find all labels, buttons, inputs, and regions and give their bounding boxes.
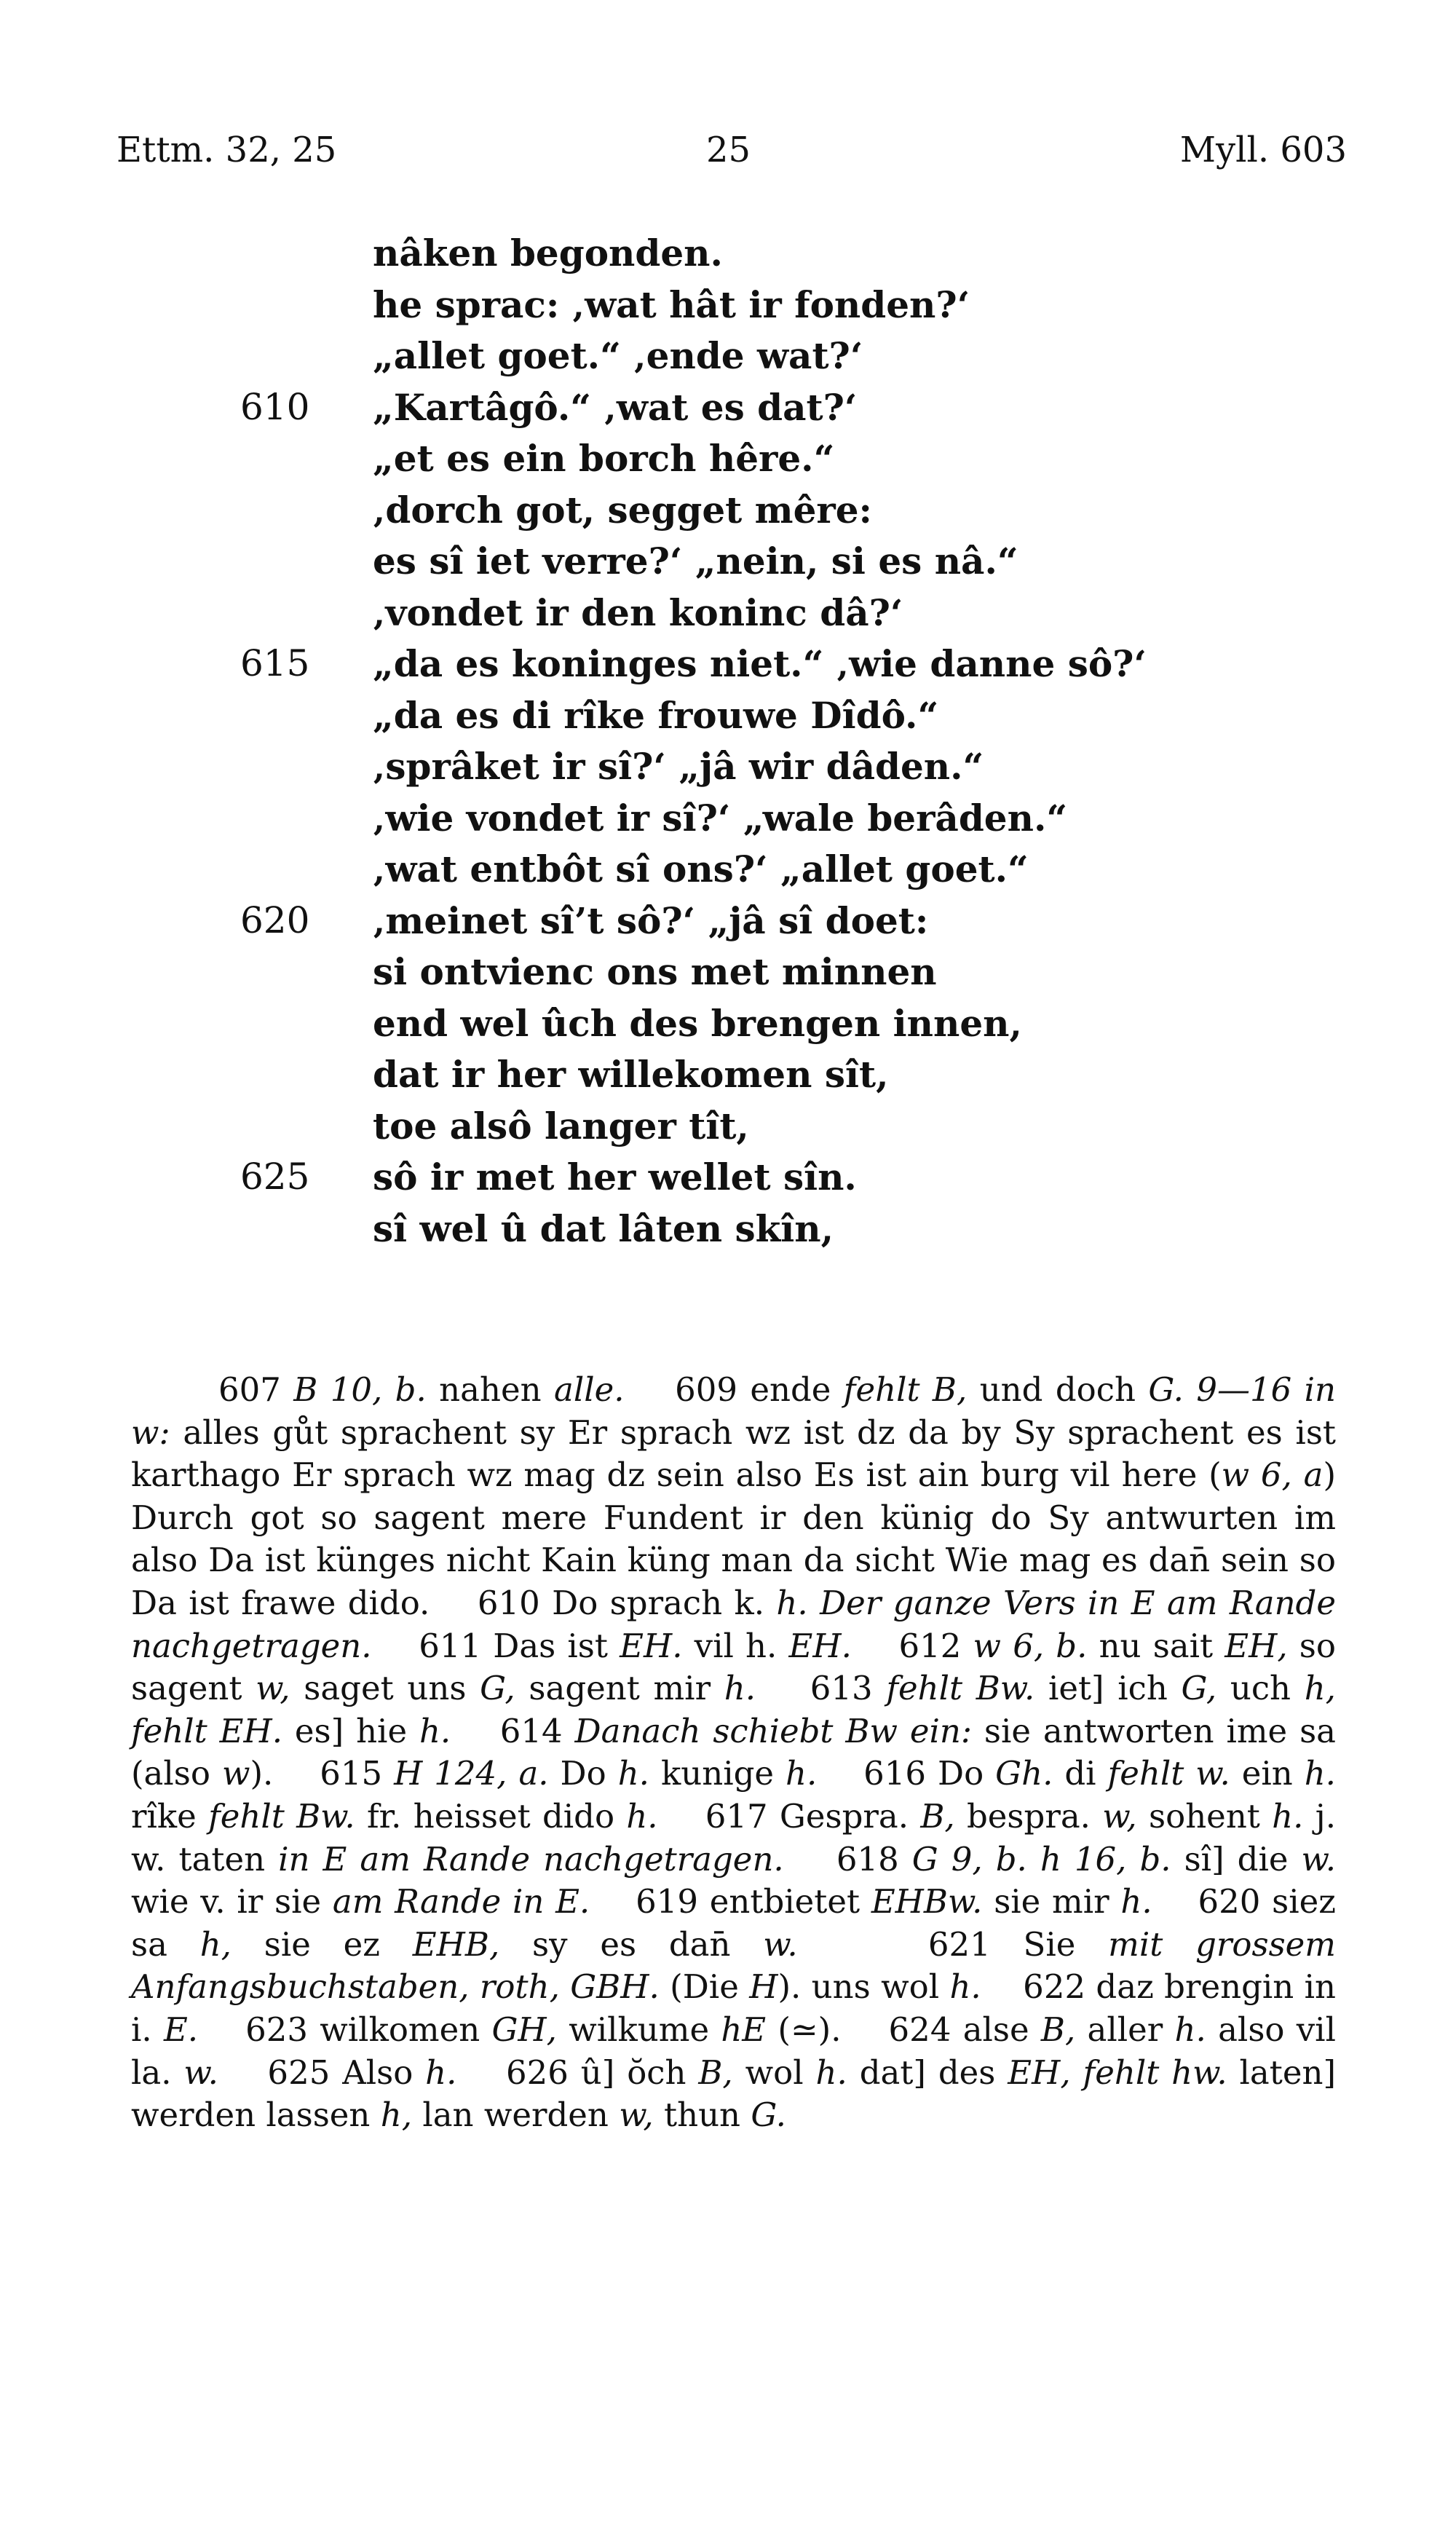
note-siglum: h. xyxy=(425,2053,457,2092)
note-siglum: alle. xyxy=(553,1370,625,1409)
note-siglum: G, xyxy=(480,1669,515,1708)
note-text: 616 Do xyxy=(817,1754,996,1793)
verse-text: sô ir met her wellet sîn. xyxy=(373,1156,857,1198)
verse-line xyxy=(0,1156,1456,1207)
note-siglum: E. xyxy=(163,2010,199,2049)
note-siglum: EH. xyxy=(788,1626,852,1665)
verse-number: 620 xyxy=(240,898,310,941)
note-siglum: h. xyxy=(786,1754,818,1793)
verse-text: ‚sprâket ir sî?‘ „jâ wir dâden.“ xyxy=(373,745,984,788)
note-text: so sagent xyxy=(131,1626,1347,1708)
note-siglum: H xyxy=(749,1967,778,2007)
note-text: aller xyxy=(1075,2010,1175,2049)
note-text: saget uns xyxy=(290,1669,480,1708)
verse-line xyxy=(0,232,1456,283)
header-left-reference: Ettm. 32, 25 xyxy=(116,130,337,170)
note-text: es] hie xyxy=(282,1711,419,1750)
note-text: lan werden xyxy=(412,2095,620,2135)
note-siglum: Gh. xyxy=(995,1754,1053,1793)
note-siglum: h. xyxy=(419,1711,451,1750)
note-text: iet] ich xyxy=(1034,1669,1182,1708)
note-siglum: h, fehlt EH. xyxy=(131,1669,1347,1750)
note-text: 617 Gespra. xyxy=(657,1796,921,1836)
note-siglum: w. xyxy=(763,1924,798,1964)
note-text: sî] die xyxy=(1171,1839,1302,1879)
note-siglum: B, xyxy=(920,1796,955,1836)
critical-apparatus xyxy=(131,1369,1347,2137)
note-text: sie mir xyxy=(982,1882,1121,1921)
running-header xyxy=(116,130,1347,181)
note-text: 623 wilkomen xyxy=(198,2010,492,2049)
note-siglum: EHB, xyxy=(412,1924,500,1964)
note-text: 618 xyxy=(783,1839,912,1879)
verse-line xyxy=(0,1105,1456,1156)
verse-line xyxy=(0,899,1456,951)
verse-text: „da es koninges niet.“ ‚wie danne sô?‘ xyxy=(373,642,1147,685)
verse-text: „da es di rîke frouwe Dîdô.“ xyxy=(373,693,939,737)
verse-line xyxy=(0,642,1456,694)
note-text: dat] des xyxy=(847,2053,1008,2092)
note-siglum: mit grossem Anfangsbuchstaben, roth, GBH. xyxy=(131,1924,1347,2007)
note-text: nahen xyxy=(426,1370,554,1409)
verse-line xyxy=(0,950,1456,1002)
note-text: uch xyxy=(1216,1669,1305,1708)
note-text: di xyxy=(1053,1754,1108,1793)
note-text: und doch xyxy=(967,1370,1149,1409)
note-siglum: hE xyxy=(721,2010,767,2049)
verse-text: ‚wat entbôt sî ons?‘ „allet goet.“ xyxy=(373,848,1029,890)
header-right-reference: Myll. 603 xyxy=(1179,130,1347,170)
note-siglum: h. xyxy=(1304,1754,1336,1793)
note-text: sie antworten ime sa (also xyxy=(131,1711,1347,1793)
note-siglum: h, xyxy=(380,2095,413,2135)
note-siglum: G, xyxy=(1181,1669,1217,1708)
verse-block xyxy=(0,232,1456,1258)
note-siglum: fehlt w. xyxy=(1107,1754,1230,1793)
page-number: 25 xyxy=(706,130,751,170)
note-text: 626 û] ŏch xyxy=(456,2053,699,2092)
verse-text: toe alsô langer tît, xyxy=(373,1104,749,1147)
note-text: ). uns wol xyxy=(778,1967,950,2007)
note-siglum: Danach schiebt Bw ein: xyxy=(574,1711,973,1750)
verse-line xyxy=(0,797,1456,848)
verse-text: „et es ein borch hêre.“ xyxy=(373,437,835,480)
note-siglum: h. xyxy=(1272,1796,1304,1836)
verse-text: ‚vondet ir den koninc dâ?‘ xyxy=(373,590,903,634)
note-siglum: in E am Rande nachgetragen. xyxy=(278,1839,784,1879)
note-text: rîke xyxy=(131,1754,1347,1836)
note-text: ). 615 xyxy=(250,1754,395,1793)
note-siglum: G. xyxy=(751,2095,786,2135)
note-text: 611 Das ist xyxy=(371,1626,620,1665)
note-siglum: h. Der ganze Vers in E am Rande nachgetragen. xyxy=(131,1583,1347,1665)
note-siglum: h, xyxy=(199,1924,232,1964)
verse-text: ‚dorch got, segget mêre: xyxy=(373,488,873,532)
verse-line xyxy=(0,591,1456,643)
verse-text: ‚meinet sî’t sô?‘ „jâ sî doet: xyxy=(373,898,929,942)
note-text: 609 ende xyxy=(624,1370,844,1409)
note-text: sy es dan̄ xyxy=(499,1924,764,1964)
verse-line xyxy=(0,489,1456,540)
note-siglum: fehlt Bw. xyxy=(208,1796,355,1836)
verse-number: 625 xyxy=(240,1156,310,1198)
verse-number: 615 xyxy=(240,642,310,684)
verse-line xyxy=(0,334,1456,386)
verse-text: „allet goet.“ ‚ende wat?‘ xyxy=(373,334,863,377)
note-text: wilkume xyxy=(556,2010,721,2049)
note-text: alles gůt sprachent sy Er sprach wz ist dz da by Sy sprachent es ist karthago Er sprach wz mag dz sein also Es ist ain burg vil here ( xyxy=(131,1413,1347,1495)
verse-text: es sî iet verre?‘ „nein, si es nâ.“ xyxy=(373,540,1018,582)
verse-line xyxy=(0,1053,1456,1105)
note-text: sie ez xyxy=(232,1924,413,1964)
note-text: 607 xyxy=(218,1370,294,1409)
note-text: also vil la. xyxy=(131,2010,1347,2092)
note-siglum: w. xyxy=(183,2053,218,2092)
note-text: 612 xyxy=(851,1626,973,1665)
note-text: j. w. taten xyxy=(131,1796,1347,1879)
note-siglum: h. xyxy=(626,1796,658,1836)
note-siglum: w, xyxy=(1102,1796,1137,1836)
note-siglum: EH, fehlt hw. xyxy=(1008,2053,1227,2092)
verse-text: end wel ûch des brengen innen, xyxy=(373,1001,1022,1045)
note-siglum: EHBw. xyxy=(871,1882,983,1921)
note-siglum: G 9, b. h 16, b. xyxy=(911,1839,1171,1879)
note-text: thun xyxy=(653,2095,751,2135)
note-text: fr. heisset dido xyxy=(355,1796,627,1836)
note-siglum: h. xyxy=(949,1967,981,2007)
note-siglum: w 6, b. xyxy=(973,1626,1088,1665)
note-siglum: h. xyxy=(617,1754,649,1793)
note-text: nu sait xyxy=(1087,1626,1225,1665)
verse-line xyxy=(0,848,1456,899)
verse-text: „Kartâgô.“ ‚wat es dat?‘ xyxy=(373,385,858,429)
note-siglum: B, xyxy=(698,2053,733,2092)
note-siglum: B 10, b. xyxy=(293,1370,427,1409)
verse-line xyxy=(0,283,1456,335)
note-siglum: w xyxy=(221,1754,250,1793)
note-siglum: h. xyxy=(1174,2010,1206,2049)
verse-line xyxy=(0,386,1456,438)
note-text: sagent mir xyxy=(515,1669,724,1708)
verse-text: he sprac: ‚wat hât ir fonden?‘ xyxy=(373,283,970,326)
verse-text: ‚wie vondet ir sî?‘ „wale berâden.“ xyxy=(373,796,1068,840)
note-text: sohent xyxy=(1136,1796,1273,1836)
note-text: 622 daz brengin in i. xyxy=(131,1967,1347,2049)
note-siglum: G. 9—16 in w: xyxy=(131,1370,1347,1452)
note-text: 619 entbietet xyxy=(590,1882,871,1921)
verse-text: si ontvienc ons met minnen xyxy=(373,950,937,993)
note-text: vil h. xyxy=(682,1626,789,1665)
note-siglum: w. xyxy=(1301,1839,1336,1879)
note-siglum: fehlt Bw. xyxy=(886,1669,1035,1708)
verse-line xyxy=(0,540,1456,591)
note-siglum: w 6, a xyxy=(1221,1455,1324,1495)
note-text: laten] werden lassen xyxy=(131,2053,1347,2135)
note-siglum: GH, xyxy=(491,2010,557,2049)
note-text: wie v. ir sie xyxy=(131,1839,1347,1921)
note-text: 621 Sie xyxy=(797,1924,1109,1964)
verse-number: 610 xyxy=(240,385,310,428)
verse-line xyxy=(0,1207,1456,1259)
note-siglum: w, xyxy=(619,2095,654,2135)
note-siglum: am Rande in E. xyxy=(332,1882,590,1921)
note-text: wol xyxy=(732,2053,816,2092)
note-siglum: H 124, a. xyxy=(394,1754,549,1793)
verse-text: nâken begonden. xyxy=(373,232,723,274)
note-text: (≃). 624 alse xyxy=(766,2010,1041,2049)
note-text: ein xyxy=(1230,1754,1305,1793)
note-siglum: B, xyxy=(1040,2010,1076,2049)
note-siglum: EH, xyxy=(1224,1626,1288,1665)
note-text: kunige xyxy=(649,1754,786,1793)
verse-line xyxy=(0,745,1456,797)
verse-line xyxy=(0,1002,1456,1054)
note-siglum: h. xyxy=(1120,1882,1152,1921)
verse-text: dat ir her willekomen sît, xyxy=(373,1053,889,1096)
note-siglum: EH. xyxy=(620,1626,683,1665)
note-text: ) Durch got so sagent mere Fundent ir den künig do Sy antwurten im also Da ist künges nicht Kain küng man da sicht Wie mag es dan̄ sein so Da ist frawe dido. 610 Do sprach k. xyxy=(131,1455,1347,1622)
verse-text: sî wel û dat lâten skîn, xyxy=(373,1206,834,1250)
verse-line xyxy=(0,694,1456,746)
note-text: bespra. xyxy=(954,1796,1103,1836)
note-text: Do xyxy=(548,1754,618,1793)
verse-line xyxy=(0,437,1456,489)
note-siglum: w, xyxy=(256,1669,290,1708)
note-text: 614 xyxy=(451,1711,575,1750)
note-text: 613 xyxy=(756,1669,887,1708)
note-text: 620 siez sa xyxy=(131,1882,1347,1964)
note-siglum: fehlt B, xyxy=(843,1370,968,1409)
note-text: (Die xyxy=(659,1967,750,2007)
note-siglum: h. xyxy=(724,1669,756,1708)
note-siglum: h. xyxy=(815,2053,847,2092)
note-text: 625 Also xyxy=(218,2053,426,2092)
